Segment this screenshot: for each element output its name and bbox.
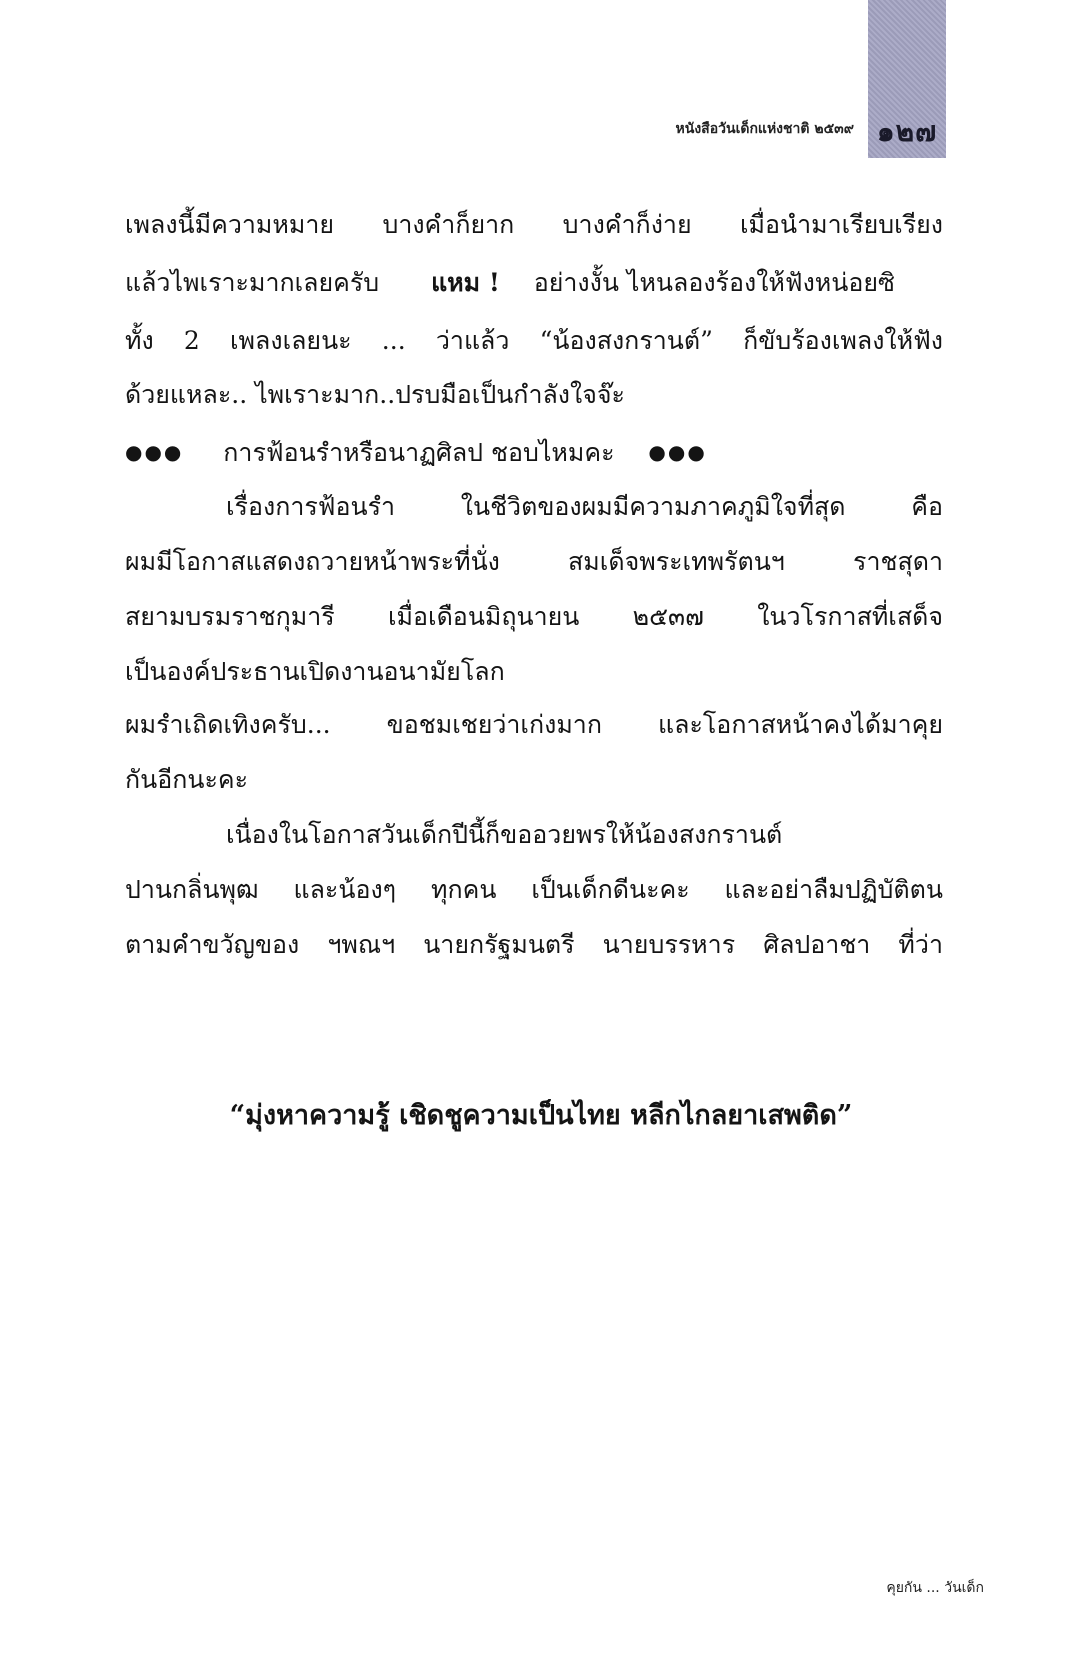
motto-quote: “มุ่งหาความรู้ เชิดชูความเป็นไทย หลีกไกลยาเสพติด”	[229, 1100, 853, 1131]
bullet-dots-right: ●●●	[648, 440, 707, 464]
paragraph-line: ด้วยแหละ.. ไพเราะมาก..ปรบมือเป็นกำลังใจจ๊ะ	[125, 380, 625, 409]
bullet-dots-left: ●●●	[125, 440, 184, 464]
paragraph-line: เรื่องการฟ้อนรำ ในชีวิตของผมมีความภาคภูมิใจที่สุด คือ	[226, 492, 943, 521]
paragraph-line: เพลงนี้มีความหมาย บางคำก็ยาก บางคำก็ง่าย เมื่อนำมาเรียบเรียง	[125, 210, 943, 239]
paragraph-line: ผมรำเถิดเทิงครับ... ขอชมเชยว่าเก่งมาก และโอกาสหน้าคงได้มาคุย	[125, 710, 943, 739]
section-heading	[125, 435, 943, 470]
paragraph-line: ปานกลิ่นพุฒ และน้องๆ ทุกคน เป็นเด็กดีนะคะ และอย่าลืมปฏิบัติตน	[125, 875, 943, 904]
text-segment: แล้วไพเราะมากเลยครับ	[125, 268, 380, 297]
paragraph-line	[125, 266, 943, 300]
paragraph-line: เป็นองค์ประธานเปิดงานอนามัยโลก	[125, 657, 505, 686]
section-heading-text: การฟ้อนรำหรือนาฏศิลป ชอบไหมคะ	[223, 438, 615, 467]
running-title: หนังสือวันเด็กแห่งชาติ ๒๕๓๙	[675, 121, 854, 137]
paragraph-line: เนื่องในโอกาสวันเด็กปีนี้ก็ขออวยพรให้น้องสงกรานต์	[226, 820, 783, 849]
page-footer: คุยกัน ... วันเด็ก	[886, 1580, 984, 1596]
exclamation-emphasis: แหม !	[431, 268, 500, 297]
paragraph-line: ผมมีโอกาสแสดงถวายหน้าพระที่นั่ง สมเด็จพระเทพรัตนฯ ราชสุดา	[125, 547, 943, 576]
page-number: ๑๒๗	[876, 115, 938, 148]
text-segment: อย่างงั้น ไหนลองร้องให้ฟังหน่อยซิ	[533, 268, 895, 297]
paragraph-line: ทั้ง 2 เพลงเลยนะ ... ว่าแล้ว “น้องสงกรานต์” ก็ขับร้องเพลงให้ฟัง	[125, 326, 943, 355]
paragraph-line: ตามคำขวัญของ ฯพณฯ นายกรัฐมนตรี นายบรรหาร ศิลปอาชา ที่ว่า	[125, 930, 943, 959]
paragraph-line: กันอีกนะคะ	[125, 765, 249, 794]
paragraph-line: สยามบรมราชกุมารี เมื่อเดือนมิถุนายน ๒๕๓๗ ในวโรกาสที่เสด็จ	[125, 602, 943, 631]
